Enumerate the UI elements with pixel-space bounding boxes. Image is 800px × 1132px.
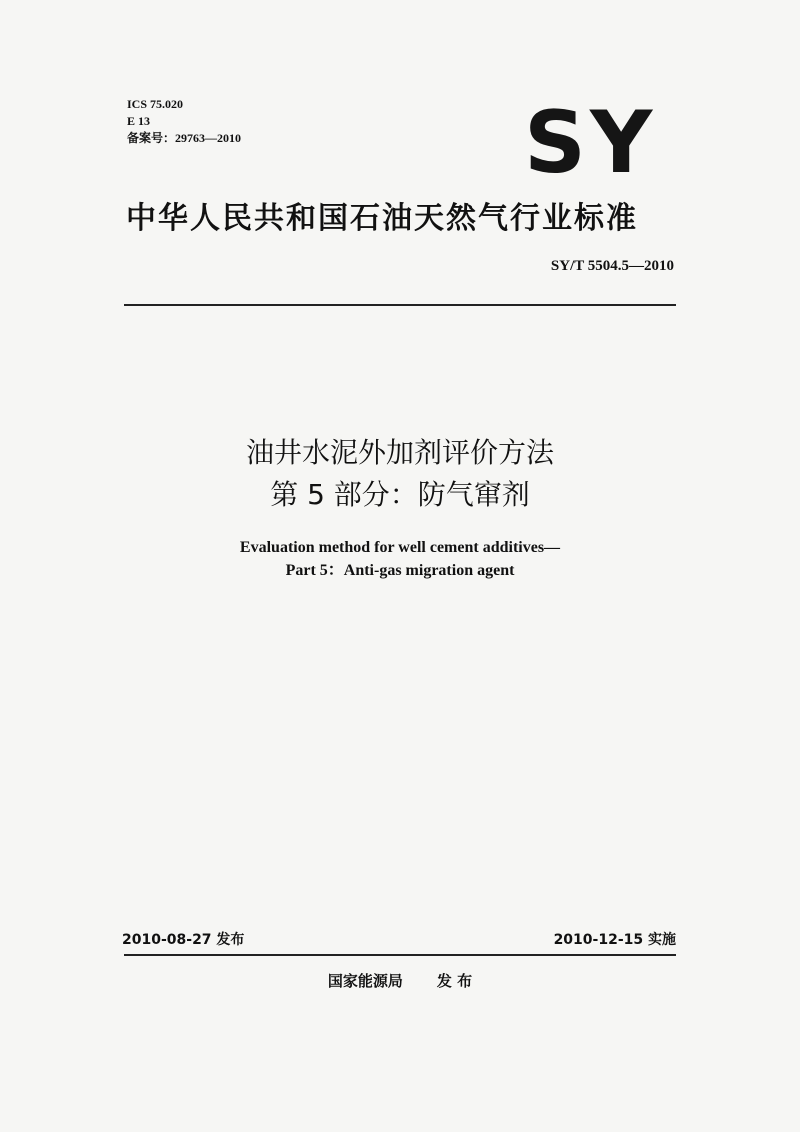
top-divider [124,304,676,306]
ics-code: ICS 75.020 [127,97,184,111]
filing-number: 备案号：29763—2010 [127,131,242,145]
bottom-divider [124,954,676,956]
english-title [0,536,800,582]
cover-metadata [127,96,241,147]
issuer-action: 发 布 [436,972,473,990]
issuer-name: 国家能源局 [327,972,403,990]
english-title-line-1: Evaluation method for well cement additives— [239,539,561,556]
sy-logo: SY [524,93,657,193]
issue-date: 2010-08-27 发布 [122,932,245,948]
chinese-title-line-2: 第 5 部分：防气窜剂 [270,478,530,511]
chinese-title-line-1: 油井水泥外加剂评价方法 [245,436,554,469]
classification-code: E 13 [127,114,151,128]
chinese-title [0,432,800,516]
english-title-line-2: Part 5：Anti-gas migration agent [285,562,515,579]
standard-code: SY/T 5504.5—2010 [550,258,674,274]
implementation-date: 2010-12-15 实施 [553,932,676,948]
standard-category-title: 中华人民共和国石油天然气行业标准 [126,201,638,236]
issuer [0,970,800,991]
